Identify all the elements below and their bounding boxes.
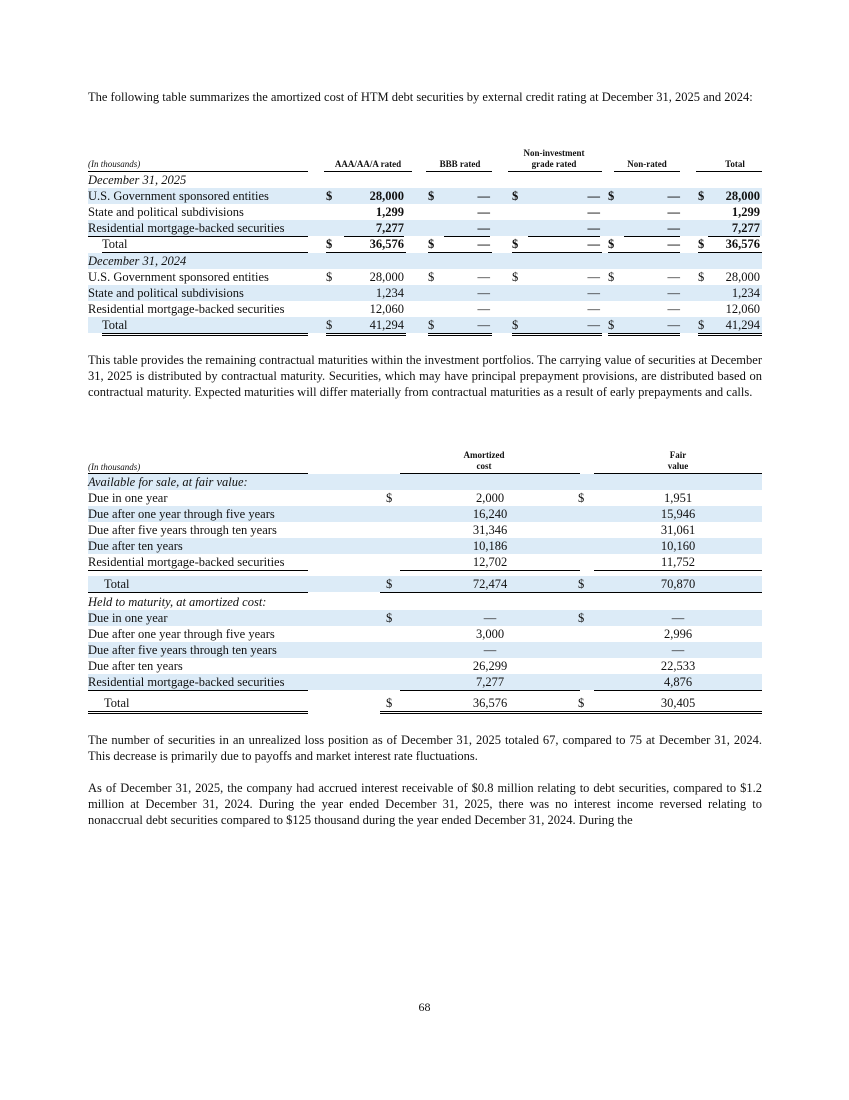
dollar-sign: $ — [578, 491, 585, 505]
row-label: Residential mortgage-backed securities — [88, 554, 308, 571]
table2-section-htm — [88, 594, 762, 610]
dollar-sign: $ — [326, 189, 333, 203]
cell-aaa: 1,299 — [375, 205, 404, 219]
dollar-sign: $ — [326, 236, 406, 255]
table2-header-amort-1: Amortized — [463, 450, 505, 460]
cell-aaa: 36,576 — [369, 237, 404, 251]
cell-total: 41,294 — [725, 318, 760, 332]
table1-section-2025 — [88, 172, 762, 188]
table-row — [88, 269, 762, 285]
row-label: Due after five years through ten years — [88, 643, 277, 657]
cell-nr: — — [667, 237, 680, 251]
dollar-sign: $ — [428, 236, 492, 255]
cell-amort: 26,299 — [472, 659, 508, 673]
dollar-sign: $ — [512, 236, 602, 255]
dollar-sign: $ — [326, 317, 406, 336]
cell-nig: — — [587, 189, 600, 203]
dollar-sign: $ — [428, 317, 492, 336]
row-label: U.S. Government sponsored entities — [88, 270, 269, 284]
table2-header-fair-2: value — [667, 461, 689, 471]
table2-unit-label: (In thousands) — [88, 462, 141, 472]
cell-amort: 3,000 — [475, 627, 505, 641]
cell-total: 1,234 — [731, 286, 760, 300]
table1-section-2024 — [88, 253, 762, 269]
cell-fair: — — [671, 611, 685, 625]
section-label: December 31, 2025 — [88, 173, 187, 187]
dollar-sign: $ — [698, 270, 705, 284]
dollar-sign: $ — [386, 577, 393, 591]
cell-total: 1,299 — [731, 205, 760, 219]
dollar-sign: $ — [578, 577, 585, 591]
cell-fair: 4,876 — [594, 674, 762, 691]
dollar-sign: $ — [578, 611, 585, 625]
cell-nig: — — [587, 286, 600, 300]
table1-header-bbb: BBB rated — [439, 159, 481, 169]
cell-fair: 15,946 — [660, 507, 696, 521]
cell-amort: — — [483, 643, 497, 657]
cell-aaa: 12,060 — [344, 301, 404, 318]
total-rule — [380, 592, 580, 593]
total-rule — [380, 711, 580, 714]
section-label: December 31, 2024 — [88, 254, 187, 268]
cell-nr: — — [667, 286, 680, 300]
row-label: Total — [102, 317, 308, 336]
maturity-table — [88, 448, 762, 714]
total-rule — [88, 711, 308, 714]
cell-nr: — — [667, 318, 680, 332]
cell-amort: 7,277 — [400, 674, 580, 691]
table-row — [88, 626, 762, 642]
cell-aaa: 7,277 — [344, 220, 404, 237]
intro-paragraph: The following table summarizes the amortized cost of HTM debt securities by external credit rating at December 31, 2025 and 2024: — [88, 90, 753, 104]
cell-fair: — — [671, 643, 685, 657]
accrued-interest-paragraph: As of December 31, 2025, the company had accrued interest receivable of $0.8 million relating to debt securities, compared to $1.2 million at December 31, 2024. During the year ended December 31, 2025, there was no interest income reversed relating to nonaccrual debt securities compared to $125 thousand during the year ended December 31, 2024. During the — [88, 781, 762, 827]
table-row — [88, 490, 762, 506]
table-row — [88, 220, 762, 236]
cell-nig: — — [587, 318, 600, 332]
dollar-sign: $ — [512, 270, 519, 284]
section-label: Available for sale, at fair value: — [88, 475, 248, 489]
total-rule — [88, 592, 308, 593]
table-row — [88, 285, 762, 301]
total-rule — [578, 711, 762, 714]
row-label: State and political subdivisions — [88, 286, 244, 300]
maturity-paragraph: This table provides the remaining contractual maturities within the investment portfolios. The carrying value of securities at December 31, 2025 is distributed by contractual maturity. Securities, which may have principal prepayment provisions, are distributed based on contractual maturity. Expected maturities will differ materially from contractual maturities as a result of early prepayments and calls. — [88, 353, 762, 399]
cell-total: 12,060 — [708, 301, 760, 318]
row-label: Total — [104, 577, 130, 591]
cell-total: 7,277 — [708, 220, 760, 237]
cell-amort: — — [483, 611, 497, 625]
table-row — [88, 610, 762, 626]
cell-bbb: — — [477, 205, 490, 219]
cell-aaa: 41,294 — [369, 318, 404, 332]
credit-rating-table — [88, 143, 762, 335]
table1-header-nonin-1: Non-investment — [523, 148, 585, 158]
row-label: Due after one year through five years — [88, 507, 275, 521]
dollar-sign: $ — [578, 696, 585, 710]
cell-nr: — — [667, 205, 680, 219]
row-label: Total — [104, 696, 130, 710]
cell-amort: 16,240 — [472, 507, 508, 521]
dollar-sign: $ — [512, 317, 602, 336]
cell-total: 28,000 — [725, 270, 760, 284]
table-row — [88, 538, 762, 554]
row-label: Due after one year through five years — [88, 627, 275, 641]
cell-fair: 70,870 — [660, 577, 696, 591]
row-label: U.S. Government sponsored entities — [88, 189, 269, 203]
cell-amort: 2,000 — [475, 491, 505, 505]
cell-nr: — — [624, 301, 680, 318]
table-row — [88, 658, 762, 674]
row-label: Due after ten years — [88, 539, 183, 553]
table-row — [88, 204, 762, 220]
dollar-sign: $ — [608, 270, 615, 284]
dollar-sign: $ — [698, 236, 762, 255]
row-label: Residential mortgage-backed securities — [88, 220, 308, 237]
dollar-sign: $ — [698, 317, 762, 336]
table-row — [88, 674, 762, 690]
cell-amort: 10,186 — [472, 539, 508, 553]
cell-fair: 30,405 — [660, 696, 696, 710]
cell-amort: 12,702 — [400, 554, 580, 571]
cell-nr: — — [624, 220, 680, 237]
row-label: Residential mortgage-backed securities — [88, 301, 308, 318]
table2-header-amort-2: cost — [476, 461, 492, 471]
dollar-sign: $ — [386, 491, 393, 505]
table1-header-aaa: AAA/AA/A rated — [334, 159, 402, 169]
cell-fair: 10,160 — [660, 539, 696, 553]
cell-fair: 22,533 — [660, 659, 696, 673]
cell-bbb: — — [477, 318, 490, 332]
cell-nr: — — [667, 189, 680, 203]
dollar-sign: $ — [512, 189, 519, 203]
total-rule — [578, 592, 762, 593]
dollar-sign: $ — [608, 189, 615, 203]
cell-bbb: — — [444, 220, 490, 237]
dollar-sign: $ — [428, 189, 435, 203]
cell-bbb: — — [477, 286, 490, 300]
cell-amort: 36,576 — [472, 696, 508, 710]
section-label: Held to maturity, at amortized cost: — [88, 595, 267, 609]
table-row — [88, 301, 762, 317]
page-number: 68 — [418, 1000, 431, 1014]
unrealized-loss-paragraph: The number of securities in an unrealized loss position as of December 31, 2025 totaled 67, compared to 75 at December 31, 2024. This decrease is primarily due to payoffs and market interest rate fluctuations. — [88, 733, 762, 763]
row-label: State and political subdivisions — [88, 205, 244, 219]
table2-header-fair-1: Fair — [669, 450, 687, 460]
dollar-sign: $ — [326, 270, 333, 284]
row-label: Due in one year — [88, 491, 168, 505]
dollar-sign: $ — [386, 611, 393, 625]
cell-amort: 72,474 — [472, 577, 508, 591]
cell-fair: 1,951 — [663, 491, 693, 505]
table-row-total — [88, 576, 762, 592]
table2-section-afs — [88, 474, 762, 490]
cell-nig: — — [528, 220, 600, 237]
row-label: Due in one year — [88, 611, 168, 625]
cell-aaa: 1,234 — [375, 286, 404, 300]
dollar-sign: $ — [428, 270, 435, 284]
dollar-sign: $ — [608, 317, 680, 336]
cell-nr: — — [667, 270, 680, 284]
cell-fair: 2,996 — [663, 627, 693, 641]
table-row-total — [88, 695, 762, 711]
cell-fair: 31,061 — [660, 523, 696, 537]
cell-bbb: — — [477, 237, 490, 251]
cell-aaa: 28,000 — [369, 189, 404, 203]
dollar-sign: $ — [698, 189, 705, 203]
row-label: Residential mortgage-backed securities — [88, 674, 308, 691]
table-row — [88, 506, 762, 522]
table1-header-nonrated: Non-rated — [627, 159, 667, 169]
row-label: Total — [102, 236, 308, 255]
cell-bbb: — — [477, 189, 490, 203]
cell-nig: — — [587, 270, 600, 284]
row-label: Due after ten years — [88, 659, 183, 673]
table-row — [88, 554, 762, 570]
table-row-total — [88, 236, 762, 252]
cell-bbb: — — [444, 301, 490, 318]
cell-bbb: — — [477, 270, 490, 284]
cell-aaa: 28,000 — [369, 270, 404, 284]
dollar-sign: $ — [386, 696, 393, 710]
table1-unit-label: (In thousands) — [88, 159, 141, 169]
cell-amort: 31,346 — [472, 523, 508, 537]
cell-fair: 11,752 — [594, 554, 762, 571]
table-row — [88, 188, 762, 204]
cell-nig: — — [587, 205, 600, 219]
cell-total: 36,576 — [725, 237, 760, 251]
table-row — [88, 642, 762, 658]
table-row-total — [88, 317, 762, 333]
cell-total: 28,000 — [725, 189, 760, 203]
dollar-sign: $ — [608, 236, 680, 255]
table1-header-nonin-2: grade rated — [531, 159, 577, 169]
cell-nig: — — [528, 301, 600, 318]
cell-nig: — — [587, 237, 600, 251]
table-row — [88, 522, 762, 538]
table1-header-total: Total — [725, 159, 745, 169]
row-label: Due after five years through ten years — [88, 523, 277, 537]
